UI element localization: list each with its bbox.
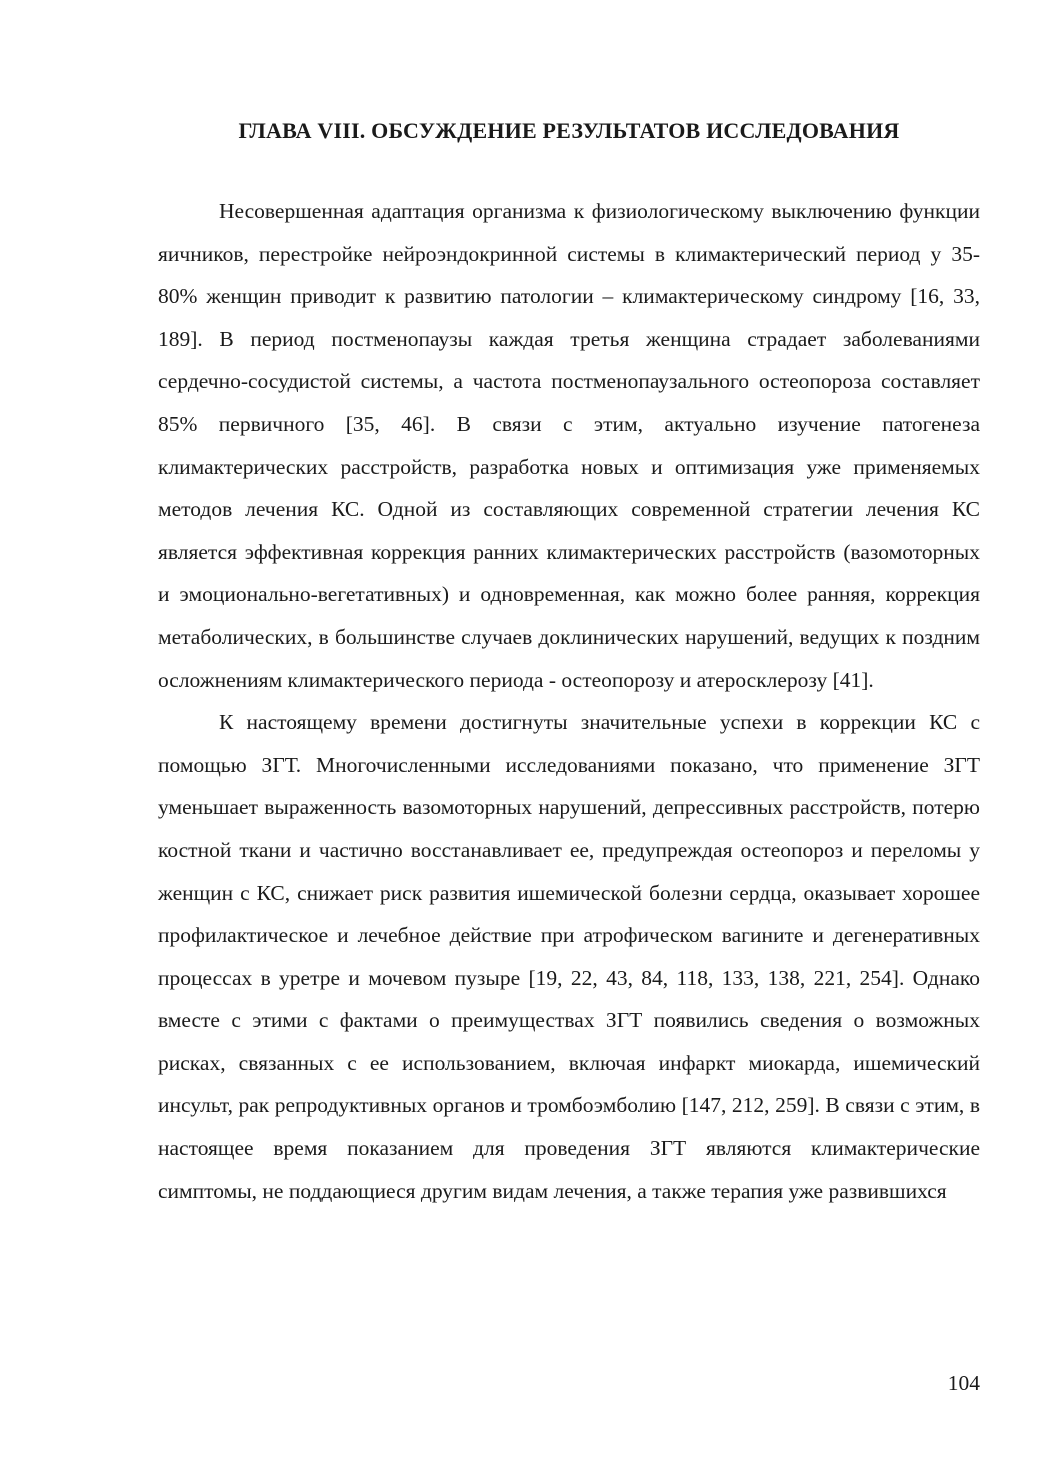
paragraph-1: Несовершенная адаптация организма к физиологическому выключению функции яичников, перестройке нейроэндокринной системы в климактерический период у 35-80% женщин приводит к развитию патологии – климактерическому синдрому [16, 33, 189]. В период постменопаузы каждая третья женщина страдает заболеваниями сердечно-сосудистой системы, а частота постменопаузального остеопороза составляет 85% первичного [35, 46]. В связи с этим, актуально изучение патогенеза климактерических расстройств, разработка новых и оптимизация уже применяемых методов лечения КС. Одной из составляющих современной стратегии лечения КС является эффективная коррекция ранних климактерических расстройств (вазомоторных и эмоционально-вегетативных) и одновременная, как можно более ранняя, коррекция метаболических, в большинстве случаев доклинических нарушений, ведущих к поздним осложнениям климактерического периода - остеопорозу и атеросклерозу [41]. [158, 199, 980, 692]
chapter-title: ГЛАВА VIII. ОБСУЖДЕНИЕ РЕЗУЛЬТАТОВ ИССЛЕДОВАНИЯ [238, 118, 900, 143]
body-text [158, 190, 980, 1212]
paragraph-2: К настоящему времени достигнуты значительные успехи в коррекции КС с помощью ЗГТ. Многочисленными исследованиями показано, что применение ЗГТ уменьшает выраженность вазомоторных нарушений, депрессивных расстройств, потерю костной ткани и частично восстанавливает ее, предупреждая остеопороз и переломы у женщин с КС, снижает риск развития ишемической болезни сердца, оказывает хорошее профилактическое и лечебное действие при атрофическом вагините и дегенеративных процессах в уретре и мочевом пузыре [19, 22, 43, 84, 118, 133, 138, 221, 254]. Однако вместе с этими с фактами о преимуществах ЗГТ появились сведения о возможных рисках, связанных с ее использованием, включая инфаркт миокарда, ишемический инсульт, рак репродуктивных органов и тромбоэмболию [147, 212, 259]. В связи с этим, в настоящее время показанием для проведения ЗГТ являются климактерические симптомы, не поддающиеся другим видам лечения, а также терапия уже развившихся [158, 710, 980, 1203]
page-number: 104 [947, 1371, 980, 1395]
